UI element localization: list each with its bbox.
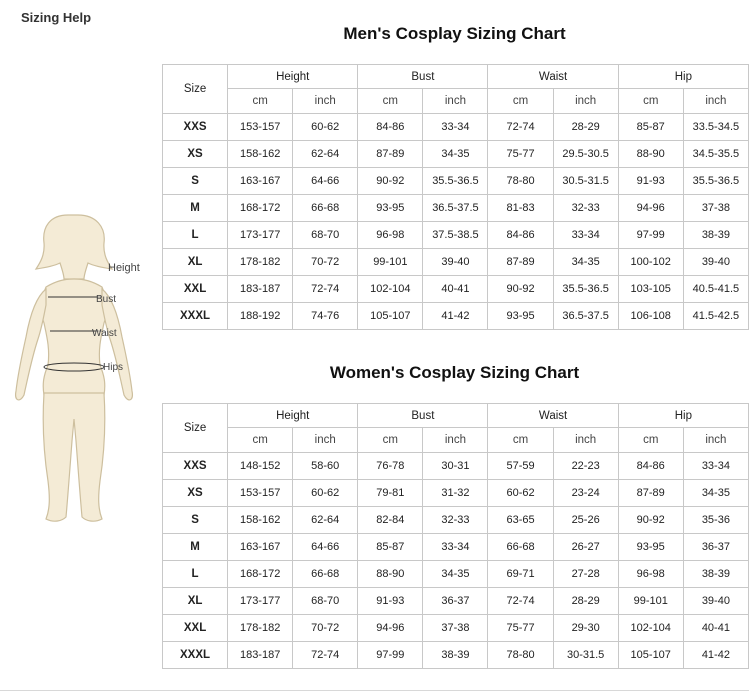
measurement-cell: 88-90 bbox=[358, 561, 423, 588]
size-header: Size bbox=[163, 65, 228, 114]
bust-header: Bust bbox=[358, 65, 488, 89]
unit-header: cm bbox=[488, 428, 553, 453]
bottom-divider bbox=[0, 690, 749, 691]
measurement-cell: 87-89 bbox=[618, 480, 683, 507]
measurement-cell: 158-162 bbox=[228, 141, 293, 168]
measurement-cell: 30.5-31.5 bbox=[553, 168, 618, 195]
table-row bbox=[163, 195, 749, 222]
measurement-cell: 82-84 bbox=[358, 507, 423, 534]
measurement-cell: 68-70 bbox=[293, 588, 358, 615]
measurement-cell: 37-38 bbox=[423, 615, 488, 642]
table-row bbox=[163, 453, 749, 480]
measurement-cell: 94-96 bbox=[358, 615, 423, 642]
measurement-cell: 22-23 bbox=[553, 453, 618, 480]
hip-header: Hip bbox=[618, 404, 748, 428]
bust-header: Bust bbox=[358, 404, 488, 428]
measurement-cell: 94-96 bbox=[618, 195, 683, 222]
size-label-cell: XL bbox=[163, 588, 228, 615]
measurement-cell: 38-39 bbox=[423, 642, 488, 669]
measurement-cell: 66-68 bbox=[293, 195, 358, 222]
size-label-cell: XL bbox=[163, 249, 228, 276]
height-header: Height bbox=[228, 65, 358, 89]
unit-header: inch bbox=[553, 89, 618, 114]
size-label-cell: XXL bbox=[163, 615, 228, 642]
measurement-cell: 26-27 bbox=[553, 534, 618, 561]
measurement-cell: 60-62 bbox=[293, 114, 358, 141]
measurement-cell: 33-34 bbox=[423, 534, 488, 561]
measurement-cell: 35.5-36.5 bbox=[423, 168, 488, 195]
measurement-cell: 78-80 bbox=[488, 642, 553, 669]
measurement-cell: 178-182 bbox=[228, 615, 293, 642]
figure-label-waist: Waist bbox=[92, 328, 117, 339]
measurement-cell: 40-41 bbox=[423, 276, 488, 303]
table-row bbox=[163, 507, 749, 534]
table-row bbox=[163, 480, 749, 507]
measurement-cell: 62-64 bbox=[293, 141, 358, 168]
measurement-cell: 90-92 bbox=[358, 168, 423, 195]
measurement-cell: 100-102 bbox=[618, 249, 683, 276]
measurement-cell: 27-28 bbox=[553, 561, 618, 588]
size-label-cell: XXL bbox=[163, 276, 228, 303]
measurement-cell: 81-83 bbox=[488, 195, 553, 222]
measurement-cell: 178-182 bbox=[228, 249, 293, 276]
measurement-cell: 58-60 bbox=[293, 453, 358, 480]
unit-header: inch bbox=[683, 89, 748, 114]
measurement-cell: 28-29 bbox=[553, 114, 618, 141]
measurement-cell: 64-66 bbox=[293, 168, 358, 195]
measurement-cell: 103-105 bbox=[618, 276, 683, 303]
unit-header: inch bbox=[683, 428, 748, 453]
figure-label-bust: Bust bbox=[96, 294, 117, 305]
measurement-cell: 72-74 bbox=[488, 588, 553, 615]
measurement-cell: 39-40 bbox=[683, 249, 748, 276]
measurement-cell: 32-33 bbox=[553, 195, 618, 222]
measurement-cell: 62-64 bbox=[293, 507, 358, 534]
measurement-cell: 37-38 bbox=[683, 195, 748, 222]
measurement-cell: 30-31 bbox=[423, 453, 488, 480]
size-label-cell: XS bbox=[163, 141, 228, 168]
measurement-cell: 64-66 bbox=[293, 534, 358, 561]
measurement-cell: 84-86 bbox=[358, 114, 423, 141]
measurement-cell: 31-32 bbox=[423, 480, 488, 507]
page-heading: Sizing Help bbox=[21, 10, 92, 25]
measurement-cell: 68-70 bbox=[293, 222, 358, 249]
womens-sizing-table bbox=[162, 403, 749, 669]
table-row bbox=[163, 114, 749, 141]
measurement-cell: 33-34 bbox=[553, 222, 618, 249]
measurement-cell: 153-157 bbox=[228, 114, 293, 141]
table-row bbox=[163, 141, 749, 168]
measurement-cell: 105-107 bbox=[358, 303, 423, 330]
measurement-cell: 38-39 bbox=[683, 561, 748, 588]
measurement-cell: 158-162 bbox=[228, 507, 293, 534]
table-row bbox=[163, 642, 749, 669]
measurement-cell: 30-31.5 bbox=[553, 642, 618, 669]
mens-table-body bbox=[163, 114, 749, 330]
measurement-cell: 168-172 bbox=[228, 561, 293, 588]
measurement-cell: 102-104 bbox=[358, 276, 423, 303]
measurement-cell: 75-77 bbox=[488, 615, 553, 642]
size-label-cell: L bbox=[163, 222, 228, 249]
measurement-cell: 163-167 bbox=[228, 534, 293, 561]
measurement-cell: 41-42 bbox=[683, 642, 748, 669]
measurement-cell: 72-74 bbox=[293, 276, 358, 303]
measurement-cell: 37.5-38.5 bbox=[423, 222, 488, 249]
table-row bbox=[163, 534, 749, 561]
measurement-cell: 163-167 bbox=[228, 168, 293, 195]
measurement-cell: 35-36 bbox=[683, 507, 748, 534]
unit-header: cm bbox=[618, 428, 683, 453]
measurement-cell: 28-29 bbox=[553, 588, 618, 615]
measurement-cell: 87-89 bbox=[358, 141, 423, 168]
womens-chart-title: Women's Cosplay Sizing Chart bbox=[329, 363, 580, 382]
measurement-cell: 183-187 bbox=[228, 642, 293, 669]
measurement-cell: 70-72 bbox=[293, 615, 358, 642]
measurement-cell: 85-87 bbox=[358, 534, 423, 561]
measurement-cell: 93-95 bbox=[488, 303, 553, 330]
measurement-cell: 66-68 bbox=[488, 534, 553, 561]
womens-table-body bbox=[163, 453, 749, 669]
unit-header: cm bbox=[228, 89, 293, 114]
measurement-cell: 34-35 bbox=[423, 561, 488, 588]
measurement-cell: 168-172 bbox=[228, 195, 293, 222]
measurement-cell: 36.5-37.5 bbox=[553, 303, 618, 330]
measurement-cell: 34-35 bbox=[423, 141, 488, 168]
measurement-cell: 93-95 bbox=[358, 195, 423, 222]
measurement-cell: 99-101 bbox=[358, 249, 423, 276]
size-label-cell: S bbox=[163, 507, 228, 534]
measurement-cell: 25-26 bbox=[553, 507, 618, 534]
size-label-cell: L bbox=[163, 561, 228, 588]
unit-header: inch bbox=[293, 89, 358, 114]
measurement-cell: 41-42 bbox=[423, 303, 488, 330]
measurement-cell: 33.5-34.5 bbox=[683, 114, 748, 141]
measurement-cell: 23-24 bbox=[553, 480, 618, 507]
waist-header: Waist bbox=[488, 65, 618, 89]
measurement-cell: 96-98 bbox=[358, 222, 423, 249]
measurement-cell: 97-99 bbox=[358, 642, 423, 669]
measurement-cell: 29-30 bbox=[553, 615, 618, 642]
table-row bbox=[163, 303, 749, 330]
measurement-cell: 76-78 bbox=[358, 453, 423, 480]
measurement-cell: 75-77 bbox=[488, 141, 553, 168]
measurement-cell: 88-90 bbox=[618, 141, 683, 168]
measurement-cell: 105-107 bbox=[618, 642, 683, 669]
measurement-cell: 29.5-30.5 bbox=[553, 141, 618, 168]
measurement-cell: 93-95 bbox=[618, 534, 683, 561]
table-row bbox=[163, 588, 749, 615]
measurement-cell: 36.5-37.5 bbox=[423, 195, 488, 222]
size-label-cell: XXS bbox=[163, 453, 228, 480]
measurement-cell: 33-34 bbox=[683, 453, 748, 480]
measurement-cell: 40-41 bbox=[683, 615, 748, 642]
size-label-cell: XXXL bbox=[163, 642, 228, 669]
measurement-cell: 34.5-35.5 bbox=[683, 141, 748, 168]
unit-header: inch bbox=[293, 428, 358, 453]
measurement-cell: 57-59 bbox=[488, 453, 553, 480]
measurement-cell: 78-80 bbox=[488, 168, 553, 195]
unit-header: inch bbox=[423, 428, 488, 453]
measurement-cell: 90-92 bbox=[618, 507, 683, 534]
measurement-cell: 85-87 bbox=[618, 114, 683, 141]
measurement-cell: 35.5-36.5 bbox=[683, 168, 748, 195]
measurement-cell: 188-192 bbox=[228, 303, 293, 330]
table-row bbox=[163, 561, 749, 588]
size-label-cell: XXXL bbox=[163, 303, 228, 330]
figure-label-hips: Hips bbox=[103, 362, 124, 373]
measurement-cell: 79-81 bbox=[358, 480, 423, 507]
measurement-cell: 34-35 bbox=[553, 249, 618, 276]
table-row bbox=[163, 168, 749, 195]
unit-header: cm bbox=[358, 89, 423, 114]
size-label-cell: S bbox=[163, 168, 228, 195]
unit-header: inch bbox=[553, 428, 618, 453]
measurement-cell: 36-37 bbox=[683, 534, 748, 561]
unit-header: cm bbox=[618, 89, 683, 114]
measurement-cell: 69-71 bbox=[488, 561, 553, 588]
measurement-cell: 74-76 bbox=[293, 303, 358, 330]
measurement-cell: 148-152 bbox=[228, 453, 293, 480]
measurement-cell: 173-177 bbox=[228, 588, 293, 615]
size-label-cell: M bbox=[163, 534, 228, 561]
measurement-cell: 35.5-36.5 bbox=[553, 276, 618, 303]
mens-sizing-table bbox=[162, 64, 749, 330]
measurement-cell: 60-62 bbox=[488, 480, 553, 507]
measurement-cell: 60-62 bbox=[293, 480, 358, 507]
unit-header: cm bbox=[488, 89, 553, 114]
measurement-cell: 183-187 bbox=[228, 276, 293, 303]
measurement-cell: 91-93 bbox=[618, 168, 683, 195]
unit-header: cm bbox=[228, 428, 293, 453]
table-row bbox=[163, 276, 749, 303]
measurement-cell: 39-40 bbox=[423, 249, 488, 276]
waist-header: Waist bbox=[488, 404, 618, 428]
measurement-cell: 91-93 bbox=[358, 588, 423, 615]
measurement-cell: 66-68 bbox=[293, 561, 358, 588]
measurement-cell: 70-72 bbox=[293, 249, 358, 276]
measurement-cell: 173-177 bbox=[228, 222, 293, 249]
measurement-cell: 36-37 bbox=[423, 588, 488, 615]
table-row bbox=[163, 615, 749, 642]
size-label-cell: XXS bbox=[163, 114, 228, 141]
measurement-cell: 72-74 bbox=[293, 642, 358, 669]
measurement-cell: 97-99 bbox=[618, 222, 683, 249]
measurement-cell: 33-34 bbox=[423, 114, 488, 141]
body-silhouette-figure bbox=[0, 205, 160, 535]
measurement-cell: 38-39 bbox=[683, 222, 748, 249]
measurement-cell: 84-86 bbox=[488, 222, 553, 249]
unit-header: cm bbox=[358, 428, 423, 453]
measurement-cell: 41.5-42.5 bbox=[683, 303, 748, 330]
measurement-cell: 153-157 bbox=[228, 480, 293, 507]
measurement-cell: 96-98 bbox=[618, 561, 683, 588]
measurement-cell: 63-65 bbox=[488, 507, 553, 534]
measurement-cell: 84-86 bbox=[618, 453, 683, 480]
measurement-cell: 99-101 bbox=[618, 588, 683, 615]
measurement-cell: 34-35 bbox=[683, 480, 748, 507]
measurement-cell: 72-74 bbox=[488, 114, 553, 141]
size-label-cell: M bbox=[163, 195, 228, 222]
unit-header: inch bbox=[423, 89, 488, 114]
measurement-cell: 102-104 bbox=[618, 615, 683, 642]
measurement-cell: 32-33 bbox=[423, 507, 488, 534]
measurement-cell: 87-89 bbox=[488, 249, 553, 276]
measurement-cell: 39-40 bbox=[683, 588, 748, 615]
size-label-cell: XS bbox=[163, 480, 228, 507]
measurement-cell: 106-108 bbox=[618, 303, 683, 330]
measurement-cell: 40.5-41.5 bbox=[683, 276, 748, 303]
height-header: Height bbox=[228, 404, 358, 428]
size-header: Size bbox=[163, 404, 228, 453]
table-row bbox=[163, 249, 749, 276]
figure-label-height: Height bbox=[108, 262, 140, 274]
hip-header: Hip bbox=[618, 65, 748, 89]
measurement-cell: 90-92 bbox=[488, 276, 553, 303]
mens-chart-title: Men's Cosplay Sizing Chart bbox=[343, 24, 566, 43]
table-row bbox=[163, 222, 749, 249]
